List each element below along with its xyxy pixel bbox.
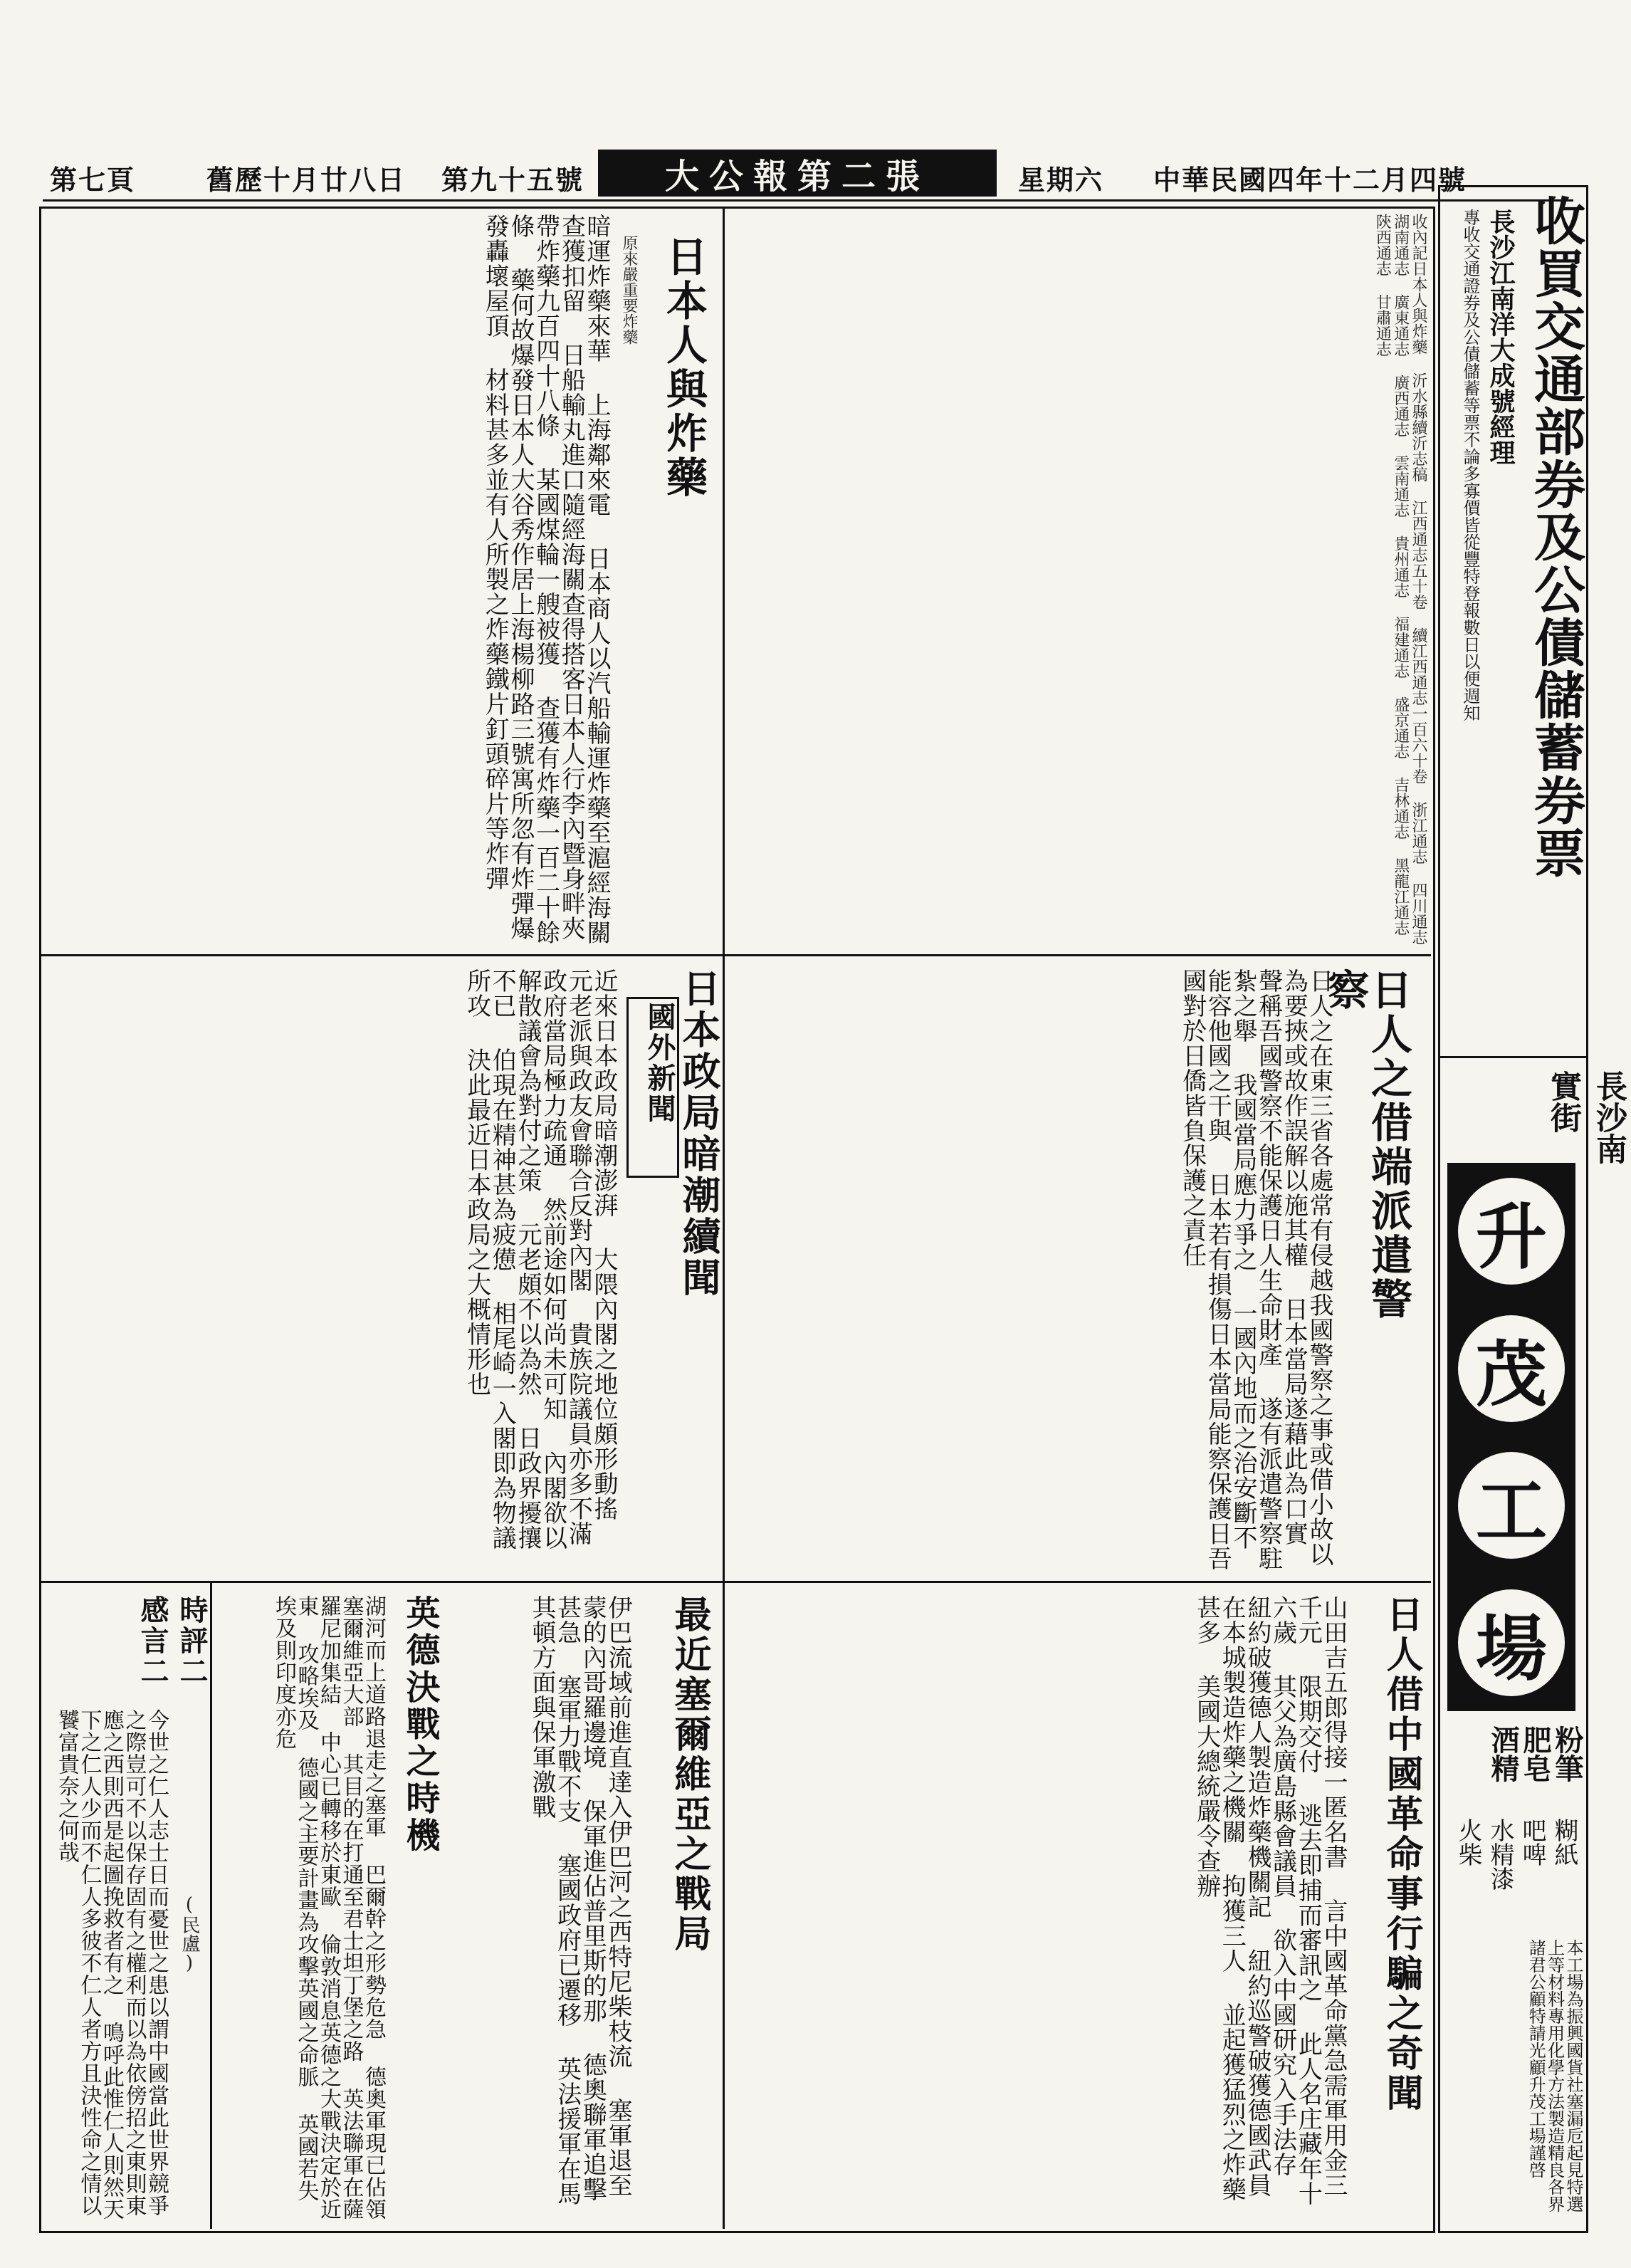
- factory-location: 長沙南實街: [1545, 1070, 1627, 1164]
- product-matches: 火柴: [1454, 1818, 1482, 1866]
- store-sign: [1447, 1163, 1575, 1711]
- row-divider-1: [39, 954, 1431, 956]
- bond-ad-agent: 長沙江南洋大成號經理: [1486, 209, 1516, 465]
- store-char-2: 茂: [1458, 1315, 1565, 1422]
- commentary-author: (民盧): [171, 1894, 199, 1980]
- commentary-heading: 感言二: [135, 1595, 167, 1702]
- police-headline: 日人之借端派遣警察: [1321, 968, 1412, 1322]
- product-varnish: 水精漆: [1486, 1818, 1514, 1891]
- factory-ad: [1440, 1056, 1627, 2231]
- product-paste: 糊紙: [1550, 1818, 1578, 1866]
- commentary-body: 今世之仁人志士日而憂世之患以謂中國當此世界競爭之際豈可不以保存固有之權利而以為依傍招之東則東應之西則西是起圖挽救者有之 鳴呼此惟仁人則然天下之仁人少而不仁人多彼不仁人者方且決性命之情以饕富貴奈之何哉: [46, 1709, 167, 2222]
- store-char-3: 工: [1458, 1452, 1565, 1559]
- store-char-4: 場: [1458, 1589, 1565, 1696]
- product-beer: 吧啤: [1518, 1818, 1546, 1866]
- explosives-body: 暗運炸藥來華 上海鄰來電 日本商人以汽船輸運炸藥至滬經海關查獲扣留 日船輸丸進口隨經海關查得搭客日本人行李內暨身畔夾帶炸藥九百四十八條 某國煤輪一艘被獲 查獲有炸藥一百二十餘條 藥何故爆發日本人大谷秀作居上海楊柳路三號寓所忽有炸彈爆發轟壞屋頂 材料甚多並有人所製之炸藥鐵片釘頭碎片等炸彈: [481, 214, 611, 945]
- col-divider-mid: [723, 954, 725, 2229]
- weekday: 星期六: [1018, 164, 1104, 196]
- anglo-german-body: 湖河而上道路退走之塞軍 巴爾幹之形勢危急 德奧軍現已佔領塞爾維亞大部 其目的在打通至君士坦丁堡之路 英法聯軍在薩羅尼加集結 中心已轉移於東歐 倫敦消息英德之大戰決定於近東 攻略埃及 德國之主要計畫為攻擊英國之命脈 英國若失埃及則印度亦危: [214, 1595, 384, 2222]
- bond-ad-body: 專收交通證券及公債儲蓄等票不論多寡價皆從豐特登報數日以便週知: [1460, 209, 1480, 721]
- col-divider-top: [723, 207, 725, 954]
- issue-number: 第九十五號: [441, 164, 584, 196]
- explosives-headline: 日本人與炸藥: [659, 235, 708, 500]
- serbia-headline: 最近塞爾維亞之戰局: [668, 1595, 711, 1954]
- advertisement-column: [1438, 185, 1627, 2233]
- factory-ad-note: 本工場為振興國貨社塞漏卮起見特選上等材料專用化學方法製造精良各界諸君公顧特請光顧升茂工場謹啓: [1526, 1939, 1583, 2212]
- lunar-date: 舊歷十月廿八日: [206, 164, 407, 196]
- politics-headline: 日本政局暗潮續聞: [676, 968, 722, 1299]
- commentary-divider: [210, 1581, 212, 2229]
- serbia-body: 伊巴流域前進直達入伊巴河之西特尼柴枝流 塞軍退至蒙的內哥羅邊境 保軍進佔普里斯的那 德奧聯軍追擊甚急 塞軍力戰不支 塞國政府已遷移 英法援軍在馬其頓方面與保軍激戰: [527, 1595, 632, 2206]
- masthead: 大公報第二張: [598, 150, 997, 197]
- product-soap: 肥皂: [1519, 1725, 1552, 1782]
- bond-ad: [1440, 187, 1586, 1058]
- commentary-title: 時評二: [171, 1595, 206, 1880]
- politics-body: 近來日本政局暗潮澎湃 大隈內閣之地位頗形動搖 元老派與政友會聯合反對內閣 貴族院議員亦多不滿 政府當局極力疏通 然前途如何尚未可知 內閣欲以解散議會為對付之策 元老頗不以為然 日政界擾攘不已 伯現在精神甚為疲憊 相尾崎一入閣即為物議所攻 決此最近日本政局之大概情形也: [462, 968, 618, 1550]
- police-body: 日人之在東三省各處常有侵越我國警察之事或借小故以為要挾或故作誤解以施其權 日本當局遂藉此為口實 聲稱吾國警察不能保護日人生命財產 遂有派遣警察駐紮之舉 我國當局應力爭之 一國內地而之治安斷不能容他國之干與 日本若有損傷日本當局能察保護日吾國對於日僑皆負保護之責任: [1178, 968, 1333, 1571]
- product-chalk: 粉筆: [1551, 1725, 1584, 1782]
- fraud-headline: 日人借中國革命事行騙之奇聞: [1380, 1595, 1423, 2113]
- bond-ad-title: 收買交通部券及公債儲蓄券票: [1526, 194, 1586, 879]
- fraud-body: 山田吉五郎得接一匿名書 言中國革命黨急需軍用金三千元 限期交付 逃去即捕而審訊之 此人名庄藏年十六歲 其父為廣島縣會議員 欲入中國研究入手法存 紐約破獲德人製造炸藥機關記 紐約巡警破獲德國武員在本城製造炸藥之機關 拘獲三人 並起獲猛烈之炸藥甚多 美國大總統嚴令查辦: [1192, 1595, 1348, 2206]
- product-alcohol: 酒精: [1486, 1725, 1520, 1782]
- explosives-subhead: 原來嚴重要炸藥: [620, 235, 638, 345]
- page-number: 第七頁: [50, 164, 136, 196]
- row-divider-2: [39, 1581, 1431, 1583]
- gazetteer-list: 收內記日本人與炸藥 沂水縣續沂志稿 江西通志五十卷 續江西通志一百六十卷 浙江通志 四川通志 湖南通志 廣東通志 廣西通志 雲南通志 貴州通志 福建通志 盛京通志 吉林通志 黑龍江通志 陝西通志 甘肅通志: [1373, 214, 1427, 945]
- gregorian-date: 中華民國四年十二月四號: [1153, 164, 1467, 196]
- store-char-1: 升: [1458, 1178, 1565, 1285]
- anglo-german-headline: 英德決戰之時機: [388, 1595, 438, 1923]
- foreign-news-tag: 國外新聞: [626, 997, 679, 1178]
- page-header: [43, 150, 1573, 202]
